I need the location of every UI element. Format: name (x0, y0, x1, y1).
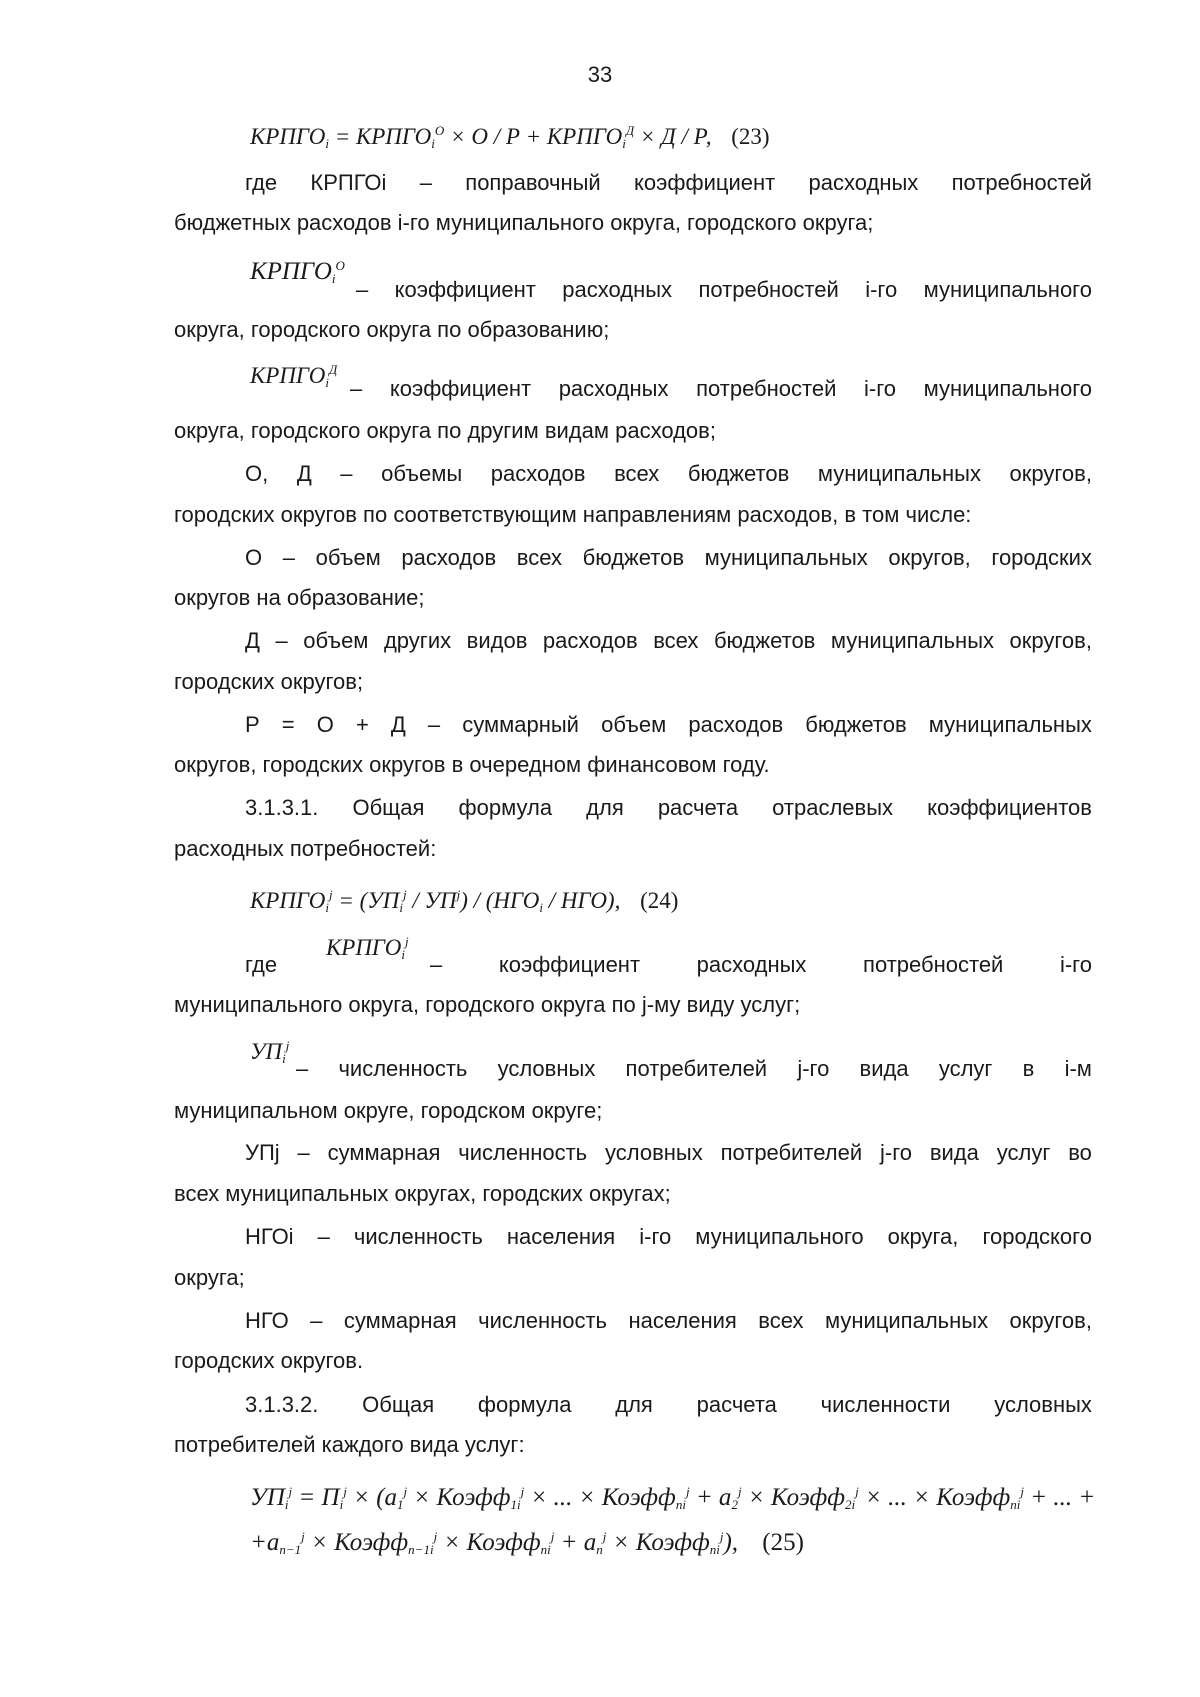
word: поправочный (465, 170, 601, 195)
word: услуг (938, 1056, 993, 1081)
word: коэффициентов (927, 795, 1092, 820)
word: Общая (362, 1392, 435, 1417)
word: численность (338, 1056, 468, 1081)
word: потребностей (696, 376, 837, 401)
formula-24-number: (24) (640, 888, 679, 913)
formula-25-number: (25) (762, 1529, 804, 1556)
word: условных (497, 1056, 596, 1081)
word: вида (929, 1140, 979, 1165)
section-3132-line1 (245, 1392, 1092, 1418)
formula-23: $КРПГО_i$ = $КРПГО_i^О \times О / Р$ + $КРПГО_i^Д \times Д / Р$, (23) (250, 123, 770, 151)
word: НГОi (245, 1224, 294, 1249)
word: муниципального (923, 277, 1092, 302)
word: условных (605, 1140, 703, 1165)
word: объем (601, 712, 667, 737)
word: расходов (401, 545, 497, 570)
word: i-го (865, 277, 898, 302)
word: услуг (996, 1140, 1051, 1165)
section-3131-line2: расходных потребностей: (174, 836, 437, 861)
symbol-krpgo-o: $КРПГО_i^O$ (250, 258, 345, 286)
word: муниципальных (704, 545, 868, 570)
word: коэффициент (394, 277, 536, 302)
para-krpgo-line1 (245, 170, 1092, 196)
word: Общая (352, 795, 425, 820)
para-up-j-line2: всех муниципальных округах, городских округах; (174, 1181, 671, 1206)
word: во (1068, 1140, 1092, 1165)
para-od-line2: городских округов по соответствующим направлениям расходов, в том числе: (174, 502, 972, 527)
word: О (316, 712, 334, 737)
formula-25-line2: $+a_{n-1}^j$ × Коэфф$_{n-1i}^j$ × Коэфф$_{ni}^j$ + $a_n^j$ × Коэфф$_{ni}^j$), (25) (250, 1529, 804, 1557)
word: городского (982, 1224, 1092, 1249)
page-number: 33 (587, 62, 613, 87)
word: О (245, 545, 263, 570)
formula-23-number: (23) (731, 124, 770, 149)
word: бюджетов (805, 712, 907, 737)
word: – (317, 1224, 330, 1249)
word: численности (820, 1392, 951, 1417)
para-krpgo-j-line1 (430, 952, 1092, 978)
word: – (310, 1308, 323, 1333)
word: суммарная (327, 1140, 441, 1165)
word: суммарный (462, 712, 579, 737)
word: всех (614, 461, 660, 486)
word: – (296, 1056, 309, 1081)
para-up-ij-line1 (296, 1056, 1092, 1082)
word: – (350, 376, 363, 401)
word: видов (466, 628, 528, 653)
word: потребителей (720, 1140, 863, 1165)
word: городских (991, 545, 1092, 570)
word: объем (303, 628, 369, 653)
word: населения (506, 1224, 616, 1249)
word: i-го (864, 376, 897, 401)
word: бюджетов (687, 461, 790, 486)
para-up-j-line1 (245, 1140, 1092, 1166)
para-krpgo-d-line2: округа, городского округа по другим видам расходов; (174, 418, 716, 443)
word: потребностей (863, 952, 1004, 977)
word: всех (516, 545, 562, 570)
word: НГО (245, 1308, 289, 1333)
word: i-м (1064, 1056, 1092, 1081)
para-krpgo-d-line1 (350, 376, 1092, 402)
word: потребителей (625, 1056, 768, 1081)
word: всех (758, 1308, 804, 1333)
word: муниципальных (928, 712, 1092, 737)
para-d-line1 (245, 628, 1092, 654)
para-o-line1 (245, 545, 1092, 571)
word: – (356, 277, 369, 302)
word: для (586, 795, 624, 820)
word: муниципального (695, 1224, 864, 1249)
word: = (281, 712, 295, 737)
word: расходных (696, 952, 807, 977)
word: Д (390, 712, 406, 737)
formula-25-line1: $УП_i^j = П_i^j \times (a_1^j$ × Коэфф$_{1i}^j$ × ... × Коэфф$_{ni}^j$ + $a_2^j$ × Коэфф$_{2i}^j$ × ... × Коэфф$_{ni}^j$ + ... + (250, 1484, 1096, 1512)
word: расходов (688, 712, 784, 737)
word: муниципальных (817, 461, 981, 486)
symbol-krpgo-j: $КРПГО_i^j$ (326, 934, 409, 962)
word: других (383, 628, 452, 653)
word: численность (353, 1224, 483, 1249)
word: потребностей (698, 277, 839, 302)
word: для (615, 1392, 653, 1417)
word: округа, (887, 1224, 959, 1249)
symbol-up-ij: $УП_i^j$ (250, 1038, 290, 1066)
word: суммарная (343, 1308, 457, 1333)
word: расходных (558, 376, 669, 401)
word: i-го (639, 1224, 672, 1249)
word: бюджетов (713, 628, 816, 653)
word: – (427, 712, 441, 737)
word: коэффициент (634, 170, 776, 195)
word: вида (859, 1056, 909, 1081)
word: КРПГОi (310, 170, 387, 195)
para-krpgo-o-line1 (356, 277, 1092, 303)
section-3132-line2: потребителей каждого вида услуг: (174, 1432, 525, 1457)
word: численность (478, 1308, 608, 1333)
word: коэффициент (389, 376, 532, 401)
word: где (245, 170, 278, 195)
word: муниципальных (824, 1308, 989, 1333)
word: населения (628, 1308, 737, 1333)
word: i-го (1059, 952, 1092, 977)
word: объем (315, 545, 381, 570)
word: Д (296, 461, 312, 486)
para-up-ij-line2: муниципальном округе, городском округе; (174, 1098, 603, 1123)
word: расходных (562, 277, 673, 302)
para-p-line1 (245, 712, 1092, 738)
word: расходов (542, 628, 638, 653)
word: численность (458, 1140, 588, 1165)
word: объемы (381, 461, 463, 486)
para-ngo-i-line2: округа; (174, 1265, 245, 1290)
word: j-го (797, 1056, 830, 1081)
para-ngo-i-line1 (245, 1224, 1092, 1250)
word: УПj (245, 1140, 280, 1165)
symbol-krpgo-d: $КРПГО_i^Д$ (250, 362, 338, 390)
word: + (355, 712, 369, 737)
para-krpgo-j-line2: муниципального округа, городского округа по j-му виду услуг; (174, 992, 801, 1017)
word: Р (245, 712, 260, 737)
para-krpgo-o-line2: округа, городского округа по образованию; (174, 317, 610, 342)
word: расходных (808, 170, 919, 195)
word: – (275, 628, 288, 653)
word: муниципальных (830, 628, 995, 653)
word: округов, (1009, 461, 1092, 486)
para-od-line1 (245, 461, 1092, 487)
word: округов, (1009, 628, 1092, 653)
word: расчета (696, 1392, 777, 1417)
para-krpgo-line2: бюджетных расходов i-го муниципального округа, городского округа; (174, 210, 874, 235)
word: расходов (490, 461, 586, 486)
word: – (282, 545, 295, 570)
para-d-line2: городских округов; (174, 669, 364, 694)
formula-24: $КРПГО_i^j = (УП_i^j / УП^j) / (НГО_i / НГО)$, (24) (250, 887, 679, 915)
word: формула (477, 1392, 572, 1417)
word: – (340, 461, 353, 486)
word: Д (245, 628, 260, 653)
word: отраслевых (772, 795, 894, 820)
word: муниципального (923, 376, 1092, 401)
word: – (419, 170, 432, 195)
para-krpgo-j-lead: где (245, 952, 278, 977)
word: формула (458, 795, 553, 820)
para-ngo-line1 (245, 1308, 1092, 1334)
word: округов, (1009, 1308, 1092, 1333)
para-o-line2: округов на образование; (174, 585, 425, 610)
word: условных (994, 1392, 1092, 1417)
word: – (430, 952, 443, 977)
word: 3.1.3.1. (245, 795, 319, 820)
section-3131-line1 (245, 795, 1092, 821)
word: округов, (888, 545, 971, 570)
word: j-го (879, 1140, 912, 1165)
word: 3.1.3.2. (245, 1392, 319, 1417)
para-p-line2: округов, городских округов в очередном финансовом году. (174, 752, 770, 777)
word: О, (245, 461, 269, 486)
word: всех (653, 628, 699, 653)
para-ngo-line2: городских округов. (174, 1348, 364, 1373)
word: потребностей (951, 170, 1092, 195)
word: коэффициент (498, 952, 641, 977)
word: бюджетов (582, 545, 685, 570)
word: расчета (657, 795, 739, 820)
word: – (297, 1140, 310, 1165)
word: в (1022, 1056, 1035, 1081)
